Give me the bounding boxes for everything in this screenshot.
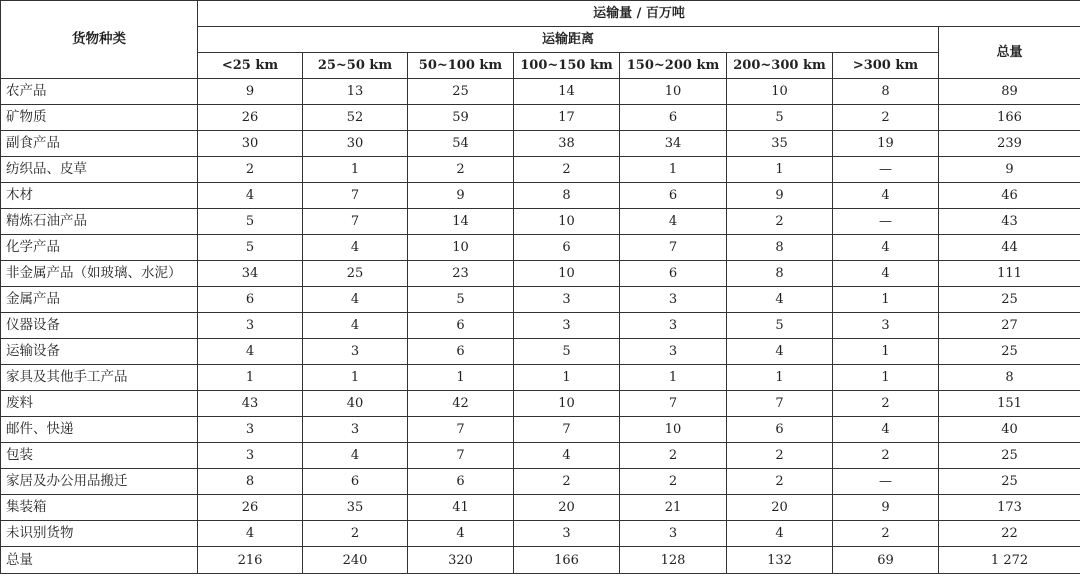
value-cell: 14 bbox=[514, 79, 620, 105]
value-cell: 8 bbox=[198, 469, 303, 495]
value-cell: 4 bbox=[198, 183, 303, 209]
value-cell: 1 bbox=[408, 365, 514, 391]
row-total-cell: 40 bbox=[939, 417, 1080, 443]
distance-column-header: 50~100 km bbox=[408, 53, 514, 79]
table-row bbox=[1, 261, 1080, 287]
value-cell: 5 bbox=[198, 235, 303, 261]
value-cell: 128 bbox=[620, 547, 727, 574]
value-cell: 4 bbox=[303, 287, 408, 313]
distance-column-header: >300 km bbox=[833, 53, 939, 79]
value-cell: 7 bbox=[620, 235, 727, 261]
value-cell: 5 bbox=[727, 105, 833, 131]
value-cell: 2 bbox=[408, 157, 514, 183]
cargo-category-cell: 集装箱 bbox=[1, 495, 198, 521]
row-total-cell: 25 bbox=[939, 469, 1080, 495]
distance-column-header: 100~150 km bbox=[514, 53, 620, 79]
value-cell: 2 bbox=[514, 157, 620, 183]
value-cell: 3 bbox=[514, 521, 620, 547]
table-row bbox=[1, 209, 1080, 235]
value-cell: — bbox=[833, 157, 939, 183]
table-row bbox=[1, 521, 1080, 547]
value-cell: 1 bbox=[620, 365, 727, 391]
value-cell: 40 bbox=[303, 391, 408, 417]
value-cell: 10 bbox=[514, 261, 620, 287]
value-cell: 1 bbox=[620, 157, 727, 183]
value-cell: 6 bbox=[620, 183, 727, 209]
value-cell: 132 bbox=[727, 547, 833, 574]
row-total-cell: 89 bbox=[939, 79, 1080, 105]
value-cell: 23 bbox=[408, 261, 514, 287]
value-cell: 7 bbox=[303, 183, 408, 209]
value-cell: 6 bbox=[727, 417, 833, 443]
value-cell: 13 bbox=[303, 79, 408, 105]
row-total-cell: 173 bbox=[939, 495, 1080, 521]
cargo-category-cell: 家具及其他手工产品 bbox=[1, 365, 198, 391]
row-total-cell: 8 bbox=[939, 365, 1080, 391]
value-cell: 2 bbox=[727, 469, 833, 495]
table-row bbox=[1, 313, 1080, 339]
cargo-category-cell: 运输设备 bbox=[1, 339, 198, 365]
distance-column-header: <25 km bbox=[198, 53, 303, 79]
distance-column-header: 25~50 km bbox=[303, 53, 408, 79]
cargo-category-cell: 废料 bbox=[1, 391, 198, 417]
value-cell: 1 bbox=[727, 365, 833, 391]
value-cell: 2 bbox=[198, 157, 303, 183]
value-cell: 10 bbox=[514, 209, 620, 235]
table-row bbox=[1, 287, 1080, 313]
value-cell: 1 bbox=[833, 365, 939, 391]
row-total-cell: 1 272 bbox=[939, 547, 1080, 574]
value-cell: 4 bbox=[833, 183, 939, 209]
value-cell: 320 bbox=[408, 547, 514, 574]
cargo-category-cell: 精炼石油产品 bbox=[1, 209, 198, 235]
value-cell: 35 bbox=[303, 495, 408, 521]
value-cell: 34 bbox=[198, 261, 303, 287]
value-cell: 8 bbox=[514, 183, 620, 209]
value-cell: 6 bbox=[620, 261, 727, 287]
table-row bbox=[1, 183, 1080, 209]
value-cell: 3 bbox=[303, 339, 408, 365]
value-cell: 26 bbox=[198, 495, 303, 521]
value-cell: 14 bbox=[408, 209, 514, 235]
value-cell: 4 bbox=[303, 235, 408, 261]
value-cell: 3 bbox=[620, 339, 727, 365]
value-cell: 6 bbox=[198, 287, 303, 313]
cargo-category-cell: 农产品 bbox=[1, 79, 198, 105]
value-cell: 30 bbox=[198, 131, 303, 157]
value-cell: 17 bbox=[514, 105, 620, 131]
distance-title-header: 运输距离 bbox=[198, 27, 939, 53]
value-cell: 42 bbox=[408, 391, 514, 417]
value-cell: 3 bbox=[198, 313, 303, 339]
value-cell: 59 bbox=[408, 105, 514, 131]
value-cell: — bbox=[833, 469, 939, 495]
row-total-cell: 22 bbox=[939, 521, 1080, 547]
value-cell: 25 bbox=[408, 79, 514, 105]
value-cell: 10 bbox=[620, 79, 727, 105]
total-column-header: 总量 bbox=[939, 27, 1080, 79]
value-cell: 1 bbox=[833, 339, 939, 365]
value-cell: 34 bbox=[620, 131, 727, 157]
value-cell: 5 bbox=[727, 313, 833, 339]
table-row bbox=[1, 131, 1080, 157]
value-cell: 38 bbox=[514, 131, 620, 157]
value-cell: 26 bbox=[198, 105, 303, 131]
value-cell: 10 bbox=[408, 235, 514, 261]
table-row bbox=[1, 339, 1080, 365]
value-cell: 2 bbox=[833, 391, 939, 417]
value-cell: 6 bbox=[620, 105, 727, 131]
table-row bbox=[1, 157, 1080, 183]
cargo-category-cell: 纺织品、皮草 bbox=[1, 157, 198, 183]
distance-column-header: 150~200 km bbox=[620, 53, 727, 79]
value-cell: 10 bbox=[727, 79, 833, 105]
value-cell: 8 bbox=[727, 261, 833, 287]
value-cell: 6 bbox=[408, 313, 514, 339]
row-total-cell: 27 bbox=[939, 313, 1080, 339]
value-cell: 240 bbox=[303, 547, 408, 574]
table-row bbox=[1, 443, 1080, 469]
table-row bbox=[1, 79, 1080, 105]
value-cell: 3 bbox=[198, 417, 303, 443]
value-cell: 2 bbox=[727, 443, 833, 469]
cargo-category-cell: 化学产品 bbox=[1, 235, 198, 261]
value-cell: 30 bbox=[303, 131, 408, 157]
value-cell: 3 bbox=[303, 417, 408, 443]
value-cell: 4 bbox=[833, 235, 939, 261]
value-cell: 2 bbox=[620, 469, 727, 495]
value-cell: 6 bbox=[408, 469, 514, 495]
cargo-category-cell: 副食产品 bbox=[1, 131, 198, 157]
value-cell: 4 bbox=[727, 521, 833, 547]
value-cell: 2 bbox=[727, 209, 833, 235]
value-cell: 166 bbox=[514, 547, 620, 574]
row-total-cell: 46 bbox=[939, 183, 1080, 209]
value-cell: 7 bbox=[408, 417, 514, 443]
value-cell: 7 bbox=[514, 417, 620, 443]
row-total-cell: 239 bbox=[939, 131, 1080, 157]
row-total-cell: 43 bbox=[939, 209, 1080, 235]
table-row bbox=[1, 417, 1080, 443]
value-cell: 3 bbox=[833, 313, 939, 339]
value-cell: 43 bbox=[198, 391, 303, 417]
value-cell: 1 bbox=[514, 365, 620, 391]
table-row bbox=[1, 365, 1080, 391]
value-cell: 5 bbox=[198, 209, 303, 235]
value-cell: 54 bbox=[408, 131, 514, 157]
row-total-cell: 44 bbox=[939, 235, 1080, 261]
value-cell: 9 bbox=[833, 495, 939, 521]
value-cell: 4 bbox=[303, 443, 408, 469]
value-cell: 8 bbox=[833, 79, 939, 105]
cargo-category-cell: 金属产品 bbox=[1, 287, 198, 313]
value-cell: 7 bbox=[408, 443, 514, 469]
value-cell: 1 bbox=[303, 365, 408, 391]
value-cell: 4 bbox=[727, 339, 833, 365]
value-cell: 6 bbox=[303, 469, 408, 495]
value-cell: 20 bbox=[514, 495, 620, 521]
value-cell: 6 bbox=[514, 235, 620, 261]
value-cell: 2 bbox=[514, 469, 620, 495]
value-cell: 4 bbox=[408, 521, 514, 547]
table-row bbox=[1, 235, 1080, 261]
value-cell: 7 bbox=[303, 209, 408, 235]
row-total-cell: 25 bbox=[939, 287, 1080, 313]
row-total-cell: 151 bbox=[939, 391, 1080, 417]
value-cell: 4 bbox=[620, 209, 727, 235]
value-cell: 5 bbox=[514, 339, 620, 365]
value-cell: 4 bbox=[514, 443, 620, 469]
volume-title-header: 运输量 / 百万吨 bbox=[198, 1, 1080, 27]
category-header: 货物种类 bbox=[1, 1, 198, 79]
value-cell: 21 bbox=[620, 495, 727, 521]
value-cell: 7 bbox=[620, 391, 727, 417]
row-total-cell: 166 bbox=[939, 105, 1080, 131]
row-total-cell: 9 bbox=[939, 157, 1080, 183]
value-cell: 1 bbox=[833, 287, 939, 313]
table-row bbox=[1, 469, 1080, 495]
value-cell: 4 bbox=[303, 313, 408, 339]
row-total-cell: 25 bbox=[939, 339, 1080, 365]
value-cell: 7 bbox=[727, 391, 833, 417]
value-cell: 6 bbox=[408, 339, 514, 365]
value-cell: 20 bbox=[727, 495, 833, 521]
value-cell: 3 bbox=[514, 287, 620, 313]
value-cell: 4 bbox=[833, 417, 939, 443]
value-cell: 9 bbox=[198, 79, 303, 105]
value-cell: — bbox=[833, 209, 939, 235]
cargo-category-cell: 仪器设备 bbox=[1, 313, 198, 339]
cargo-category-cell: 包装 bbox=[1, 443, 198, 469]
value-cell: 9 bbox=[727, 183, 833, 209]
value-cell: 10 bbox=[514, 391, 620, 417]
cargo-category-cell: 邮件、快递 bbox=[1, 417, 198, 443]
value-cell: 10 bbox=[620, 417, 727, 443]
value-cell: 4 bbox=[198, 339, 303, 365]
value-cell: 1 bbox=[303, 157, 408, 183]
row-total-cell: 111 bbox=[939, 261, 1080, 287]
cargo-category-cell: 木材 bbox=[1, 183, 198, 209]
value-cell: 3 bbox=[620, 313, 727, 339]
value-cell: 2 bbox=[303, 521, 408, 547]
value-cell: 4 bbox=[833, 261, 939, 287]
value-cell: 8 bbox=[727, 235, 833, 261]
value-cell: 69 bbox=[833, 547, 939, 574]
value-cell: 25 bbox=[303, 261, 408, 287]
value-cell: 2 bbox=[833, 105, 939, 131]
value-cell: 1 bbox=[198, 365, 303, 391]
cargo-category-cell: 家居及办公用品搬迁 bbox=[1, 469, 198, 495]
total-row bbox=[1, 547, 1080, 574]
table-row bbox=[1, 391, 1080, 417]
value-cell: 3 bbox=[514, 313, 620, 339]
value-cell: 4 bbox=[198, 521, 303, 547]
total-row-label: 总量 bbox=[1, 547, 198, 574]
cargo-category-cell: 非金属产品（如玻璃、水泥） bbox=[1, 261, 198, 287]
value-cell: 3 bbox=[620, 521, 727, 547]
value-cell: 35 bbox=[727, 131, 833, 157]
value-cell: 216 bbox=[198, 547, 303, 574]
table-row bbox=[1, 105, 1080, 131]
value-cell: 5 bbox=[408, 287, 514, 313]
row-total-cell: 25 bbox=[939, 443, 1080, 469]
value-cell: 19 bbox=[833, 131, 939, 157]
value-cell: 9 bbox=[408, 183, 514, 209]
distance-column-header: 200~300 km bbox=[727, 53, 833, 79]
value-cell: 52 bbox=[303, 105, 408, 131]
value-cell: 2 bbox=[620, 443, 727, 469]
value-cell: 41 bbox=[408, 495, 514, 521]
value-cell: 3 bbox=[620, 287, 727, 313]
value-cell: 2 bbox=[833, 521, 939, 547]
value-cell: 1 bbox=[727, 157, 833, 183]
cargo-category-cell: 未识别货物 bbox=[1, 521, 198, 547]
value-cell: 3 bbox=[198, 443, 303, 469]
value-cell: 4 bbox=[727, 287, 833, 313]
table-row bbox=[1, 495, 1080, 521]
value-cell: 2 bbox=[833, 443, 939, 469]
cargo-category-cell: 矿物质 bbox=[1, 105, 198, 131]
